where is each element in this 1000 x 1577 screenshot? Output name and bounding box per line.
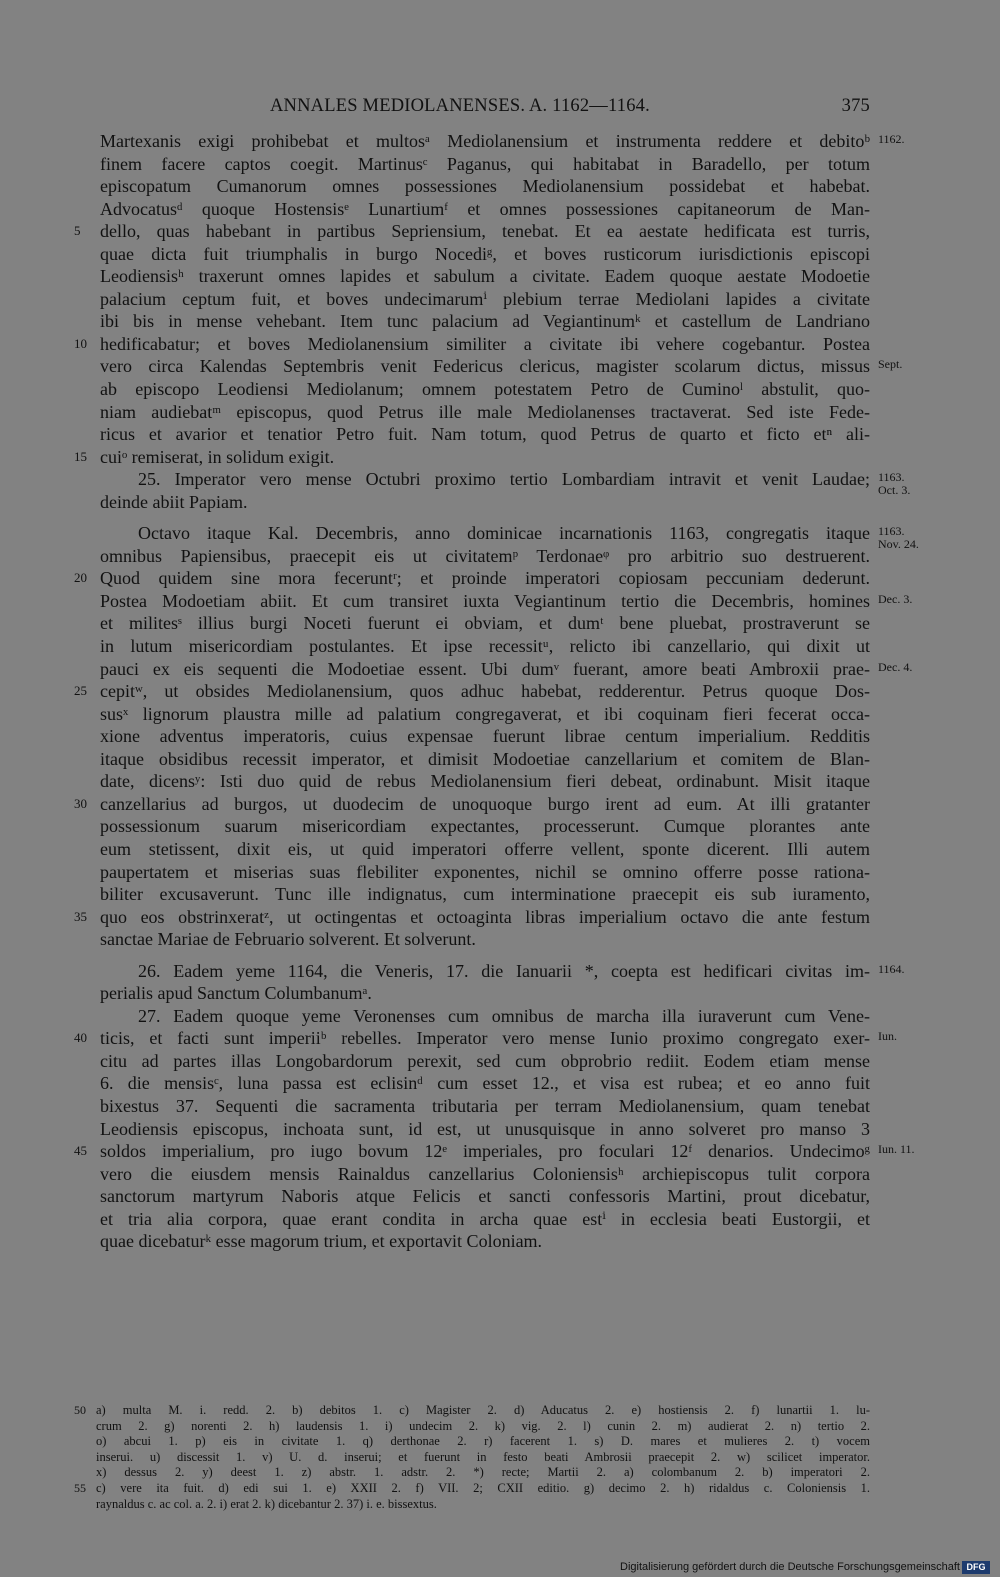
text-line xyxy=(0,1050,1000,1073)
text-line-text: ibi bis in mense vehebant. Item tunc palacium ad Vegiantinumᵏ et castellum de Landriano xyxy=(100,311,870,332)
margin-date-note: Dec. 3. xyxy=(878,591,913,606)
text-line xyxy=(0,153,1000,176)
text-line xyxy=(0,883,1000,906)
footnote-line xyxy=(0,1434,1000,1450)
text-line-text: sanctae Mariae de Februario solverent. Et solverunt. xyxy=(100,929,476,950)
text-line xyxy=(0,175,1000,198)
text-line xyxy=(0,725,1000,748)
text-line xyxy=(0,522,1000,552)
footnote-line xyxy=(0,1450,1000,1466)
footnote-line xyxy=(0,1419,1000,1435)
text-line-text: et tria alia corpora, quae erant condita in archa quae estⁱ in ecclesia beati Eustorgii, et xyxy=(100,1208,870,1229)
text-line xyxy=(0,680,1000,703)
text-line-text: Advocatusᵈ quoque Hostensisᵉ Lunartiumᶠ et omnes possessiones capitaneorum de Man- xyxy=(100,198,870,219)
text-line-text: in lutum misericordiam postulantes. Et ipse recessitᵘ, relicto ibi canzellario, qui dixit ut xyxy=(100,636,870,657)
text-line xyxy=(0,288,1000,311)
text-line xyxy=(0,815,1000,838)
text-line-text: paupertatem et miserias suas flebiliter exponentes, nichil se omnino offerre posse rationa- xyxy=(100,861,870,882)
text-line-text: xione adventus imperatoris, cuius expensae fuerunt librae centum imperialium. Redditis xyxy=(100,726,870,747)
text-line xyxy=(0,906,1000,929)
digitization-credit: Digitalisierung gefördert durch die Deutsche Forschungsgemeinschaft xyxy=(620,1561,960,1573)
text-line xyxy=(0,1230,1000,1253)
text-line-text: possessionum suarum misericordiam expectantes, processerunt. Cumque plorantes ante xyxy=(100,816,870,837)
footnote-line-text: raynaldus c. ac col. a. 2. i) erat 2. k) dicebantur 2. 37) i. e. bissextus. xyxy=(96,1496,437,1511)
text-line xyxy=(0,658,1000,681)
text-line xyxy=(0,567,1000,590)
margin-date-note: Iun. 11. xyxy=(878,1142,915,1157)
text-line-text: bixestus 37. Sequenti die sacramenta tributaria per terram Mediolanensium, quam tenebat xyxy=(100,1095,870,1116)
page-title: ANNALES MEDIOLANENSES. A. 1162—1164. xyxy=(270,96,650,116)
footnote-line-text: o) abcui 1. p) eis in civitate 1. q) derthonae 2. r) facerent 1. s) D. mares et mulieres 2. t) vocem xyxy=(96,1434,870,1449)
text-line-text: ab episcopo Leodiensi Mediolanum; omnem potestatem Petro de Cuminoˡ abstulit, quo- xyxy=(100,379,870,400)
text-line-text: Leodiensis episcopus, inchoata sunt, id est, ut unusquisque in anno solveret pro manso 3 xyxy=(100,1118,870,1139)
footnote-line xyxy=(0,1465,1000,1481)
text-line-text: 26. Eadem yeme 1164, die Veneris, 17. die Ianuarii *, coepta est hedificari civitas im- xyxy=(138,960,870,981)
text-line xyxy=(0,1005,1000,1028)
line-number: 5 xyxy=(74,223,81,239)
text-line-text: soldos imperialium, pro iugo bovum 12ᵉ imperiales, pro foculari 12ᶠ denarios. Undecimoᵍ xyxy=(100,1141,870,1162)
text-line-text: niam audiebatᵐ episcopus, quod Petrus ille male Mediolanenses tractaverat. Sed iste Fede- xyxy=(100,401,870,422)
text-line xyxy=(0,982,1000,1005)
text-line-text: perialis apud Sanctum Columbanumᵃ. xyxy=(100,983,372,1004)
text-line-text: deinde abiit Papiam. xyxy=(100,491,248,512)
line-number: 45 xyxy=(74,1143,87,1159)
text-line xyxy=(0,333,1000,356)
text-line-text: palacium ceptum fuit, et boves undecimarumⁱ plebium terrae Mediolani lapides a civitate xyxy=(100,288,870,309)
line-number: 25 xyxy=(74,683,87,699)
text-line xyxy=(0,378,1000,401)
line-number: 30 xyxy=(74,795,87,811)
line-number: 40 xyxy=(74,1030,87,1046)
text-line-text: cepitʷ, ut obsides Mediolanensium, quos adhuc habebat, redderentur. Petrus quoque Dos- xyxy=(100,681,870,702)
text-line xyxy=(0,1072,1000,1095)
text-line-text: canzellarius ad burgos, ut duodecim de unoquoque burgo irent ad eum. At illi gratanter xyxy=(100,793,870,814)
text-line-text: quo eos obstrinxeratᶻ, ut octingentas et octoaginta libras imperialium octavo die ante festum xyxy=(100,906,870,927)
margin-date-note: Sept. xyxy=(878,357,903,372)
line-number: 50 xyxy=(74,1403,86,1417)
margin-date-note: Iun. xyxy=(878,1029,897,1044)
text-line-text: cuiᵒ remiserat, in solidum exigit. xyxy=(100,446,335,467)
text-line xyxy=(0,243,1000,266)
text-line xyxy=(0,310,1000,333)
text-line xyxy=(0,423,1000,446)
footnote-line xyxy=(0,1497,1000,1513)
line-number: 55 xyxy=(74,1480,86,1495)
text-line-text: quae dicebaturᵏ esse magorum trium, et exportavit Coloniam. xyxy=(100,1231,543,1252)
line-number: 35 xyxy=(74,908,87,924)
text-line xyxy=(0,635,1000,658)
text-line-text: citu ad partes illas Longobardorum perexit, sed cum obprobrio rediit. Eodem etiam mense xyxy=(100,1050,870,1071)
text-line xyxy=(0,220,1000,243)
text-line xyxy=(0,748,1000,771)
text-line xyxy=(0,1140,1000,1163)
footnotes xyxy=(0,1403,1000,1512)
text-line xyxy=(0,928,1000,951)
margin-date-note: Dec. 4. xyxy=(878,659,913,674)
line-number: 15 xyxy=(74,448,87,464)
page-number: 375 xyxy=(841,96,870,116)
paragraph-gap xyxy=(0,513,1000,522)
text-line-text: date, dicensʸ: Isti duo quid de rebus Mediolanensium fieri debeat, ordinabunt. Misit itaque xyxy=(100,771,870,792)
footnote-line-text: c) vere ita fuit. d) edi sui 1. e) XXII 2. f) VII. 2; CXII editio. g) decimo 2. h) ridaldus c. Coloniensis 1. xyxy=(96,1480,870,1495)
text-line-text: ricus et avarior et tenatior Petro fuit. Nam totum, quod Petrus de quarto et ficto etⁿ ali- xyxy=(100,424,870,445)
text-line-text: omnibus Papiensibus, praecepit eis ut civitatemᵖ Terdonaeᵠ pro arbitrio suo destruerent. xyxy=(100,545,870,566)
text-line-text: Martexanis exigi prohibebat et multosᵃ Mediolanensium et instrumenta reddere et debitoᵇ xyxy=(100,131,870,151)
text-line-text: 6. die mensisᶜ, luna passa est eclisinᵈ cum esset 12., et visa est rubea; et eo anno fuit xyxy=(100,1073,870,1094)
text-line-text: itaque obsidibus recessit imperator, et dimisit Modoetiae canzellarium et comitem de Blan- xyxy=(100,748,870,769)
text-line xyxy=(0,468,1000,498)
text-line-text: Postea Modoetiam abiit. Et cum transiret iuxta Vegiantinum tertio die Decembris, homines xyxy=(100,590,870,611)
text-line xyxy=(0,703,1000,726)
text-line xyxy=(0,545,1000,568)
text-line xyxy=(0,446,1000,469)
text-line xyxy=(0,793,1000,816)
text-line-text: hedificabatur; et boves Mediolanensium similiter a civitate ibi vehere cogebantur. Postea xyxy=(100,333,870,354)
text-line xyxy=(0,355,1000,378)
text-line-text: Leodiensisʰ traxerunt omnes lapides et sabulum a civitate. Eadem quoque aestate Modoetie xyxy=(100,266,870,287)
text-line xyxy=(0,612,1000,635)
text-line-text: quae dicta fuit triumphalis in burgo Nocediᵍ, et boves rusticorum iurisdictionis episcopi xyxy=(100,243,870,264)
text-line xyxy=(0,1163,1000,1186)
text-line-text: eum stetissent, dixit eis, ut quid imperatori offerre vellent, sponte dicerent. Illi autem xyxy=(100,838,870,859)
text-line-text: et militesˢ illius burgi Noceti fuerunt ei obviam, et dumᵗ bene pluebat, prostraverunt se xyxy=(100,613,870,634)
text-line-text: dello, quas habebant in partibus Sepriensium, tenebat. Et ea aestate hedificata est turris, xyxy=(100,221,870,242)
text-line-text: sanctorum martyrum Naboris atque Felicis et sancti confessoris Martini, prout dicebatur, xyxy=(100,1186,870,1207)
text-line-text: 27. Eadem quoque yeme Veronenses cum omnibus de marcha illa iuraverunt cum Vene- xyxy=(138,1005,870,1026)
running-header xyxy=(100,96,870,120)
text-line xyxy=(0,198,1000,221)
text-line xyxy=(0,590,1000,613)
margin-date-note: 1163. Oct. 3. xyxy=(878,470,911,498)
text-line-text: susˣ lignorum plaustra mille ad palatium congregaverat, et ibi coquinam fieri fecerat occa- xyxy=(100,703,870,724)
paragraph-gap xyxy=(0,951,1000,960)
margin-date-note: 1163. Nov. 24. xyxy=(878,524,919,552)
line-number: 20 xyxy=(74,570,87,586)
footnote-line-text: inserui. u) discessit 1. v) U. d. inserui; et fuerunt in festo beati Ambrosii praecepit 2. w) scilicet imperator. xyxy=(96,1449,870,1464)
text-line xyxy=(0,960,1000,983)
text-line-text: vero circa Kalendas Septembris venit Federicus clericus, magister scolarum dictus, missus xyxy=(100,356,870,377)
text-line-text: biliter excusaverunt. Tunc ille indignatus, cum interminatione praecepit eis sub iuramento, xyxy=(100,884,870,905)
text-line xyxy=(0,770,1000,793)
text-line xyxy=(0,838,1000,861)
text-line xyxy=(0,265,1000,288)
text-line-text: pauci ex eis sequenti die Modoetiae essent. Ubi dumᵛ fuerant, amore beati Ambroxii prae- xyxy=(100,658,870,679)
text-line xyxy=(0,861,1000,884)
line-number: 10 xyxy=(74,335,87,351)
text-line-text: vero die eiusdem mensis Rainaldus canzellarius Coloniensisʰ archiepiscopus tulit corpora xyxy=(100,1163,870,1184)
text-line-text: Quod quidem sine mora feceruntʳ; et proinde imperatori copiosam peccuniam dederunt. xyxy=(100,568,870,589)
footnote-line-text: x) dessus 2. y) deest 1. z) abstr. 1. adstr. 2. *) recte; Martii 2. a) colombanum 2. b) imperatori 2. xyxy=(96,1465,870,1480)
footnote-line xyxy=(0,1481,1000,1497)
footnote-line-text: crum 2. g) norenti 2. h) laudensis 1. i) undecim 2. k) vig. 2. l) cunin 2. m) audierat 2. n) tertio 2. xyxy=(96,1418,870,1433)
text-line-text: finem facere captos coegit. Martinusᶜ Paganus, qui habitabat in Baradello, per totum xyxy=(100,153,870,174)
text-line-text: ticis, et facti sunt imperiiᵇ rebelles. Imperator vero mense Iunio proximo congregato exer- xyxy=(100,1028,870,1049)
text-line xyxy=(0,1095,1000,1118)
margin-date-note: 1164. xyxy=(878,961,905,976)
footnote-line xyxy=(0,1403,1000,1419)
text-line xyxy=(0,1185,1000,1208)
dfg-logo: DFG xyxy=(962,1561,990,1574)
text-line xyxy=(0,491,1000,514)
text-line-text: episcopatum Cumanorum omnes possessiones Mediolanensium possidebat et habebat. xyxy=(100,176,870,197)
margin-date-note: 1162. xyxy=(878,132,905,146)
text-line xyxy=(0,1118,1000,1141)
text-line xyxy=(0,130,1000,153)
text-line-text: Octavo itaque Kal. Decembris, anno dominicae incarnationis 1163, congregatis itaque xyxy=(138,523,870,544)
text-line xyxy=(0,1027,1000,1050)
footnote-line-text: a) multa M. i. redd. 2. b) debitos 1. c) Magister 2. d) Aducatus 2. e) hostiensis 2. f) lunartii 1. lu- xyxy=(96,1403,870,1417)
text-line xyxy=(0,1208,1000,1231)
main-text xyxy=(0,130,1000,1253)
text-line-text: 25. Imperator vero mense Octubri proximo tertio Lombardiam intravit et venit Laudae; xyxy=(138,469,870,490)
text-line xyxy=(0,401,1000,424)
